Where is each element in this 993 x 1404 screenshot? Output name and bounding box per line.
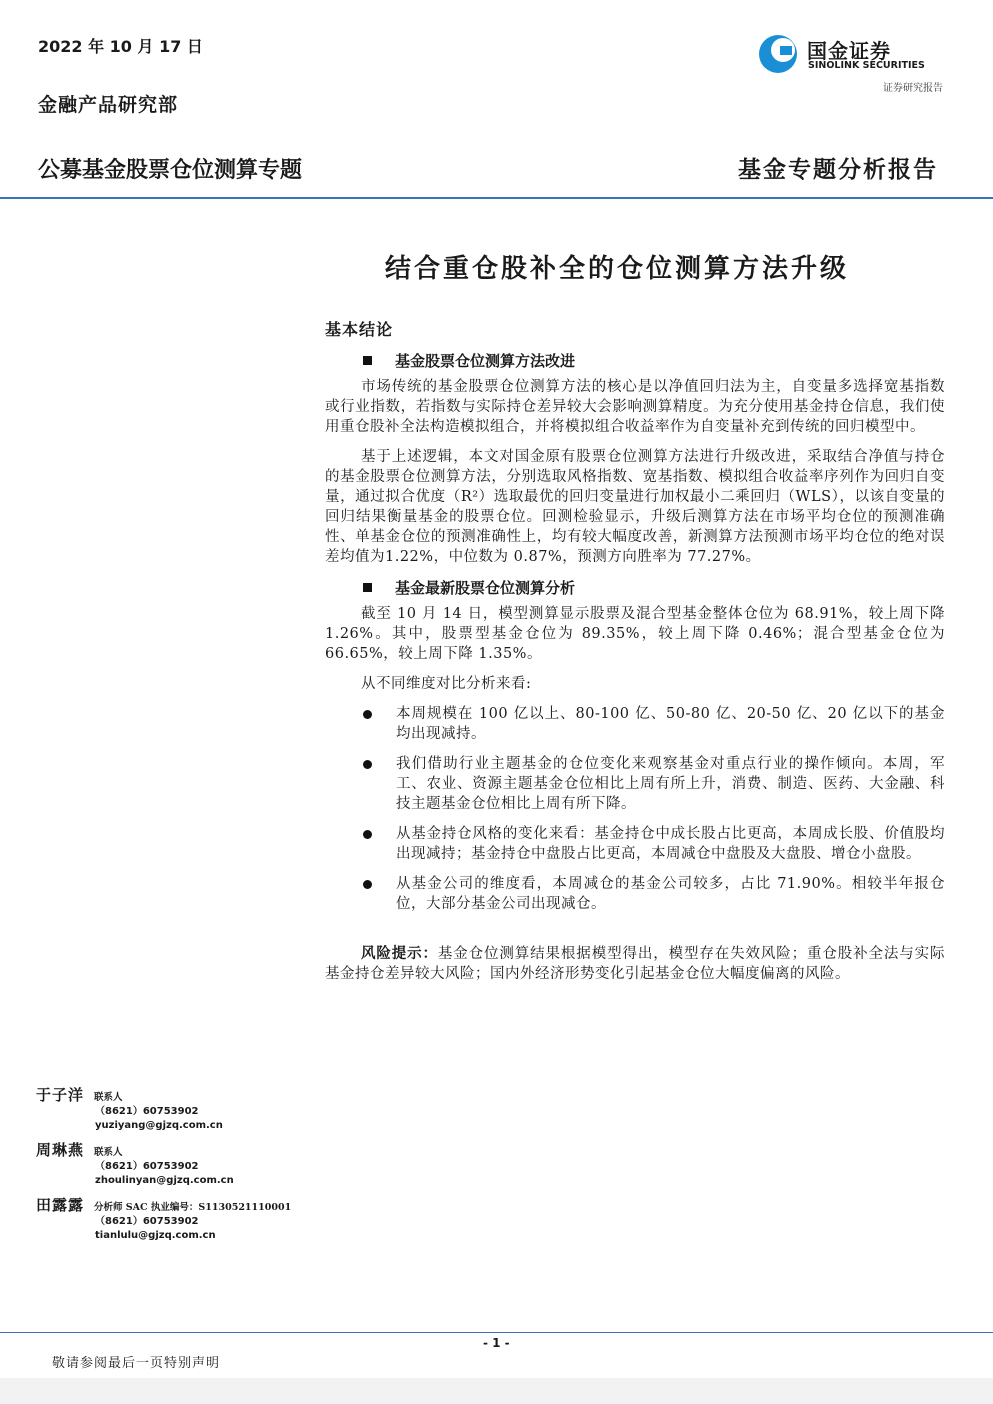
bottom-band <box>0 1378 993 1404</box>
contact-name: 田露露 <box>36 1196 85 1214</box>
contact-role: 联系人 <box>94 1092 123 1103</box>
page-number: - 1 - <box>483 1336 510 1350</box>
list-item-text: 从基金公司的维度看，本周减仓的基金公司较多，占比 71.90%。相较半年报仓位，大部分基金公司出现减仓。 <box>396 876 945 912</box>
list-item <box>361 704 945 744</box>
list-item-text: 从基金持仓风格的变化来看：基金持仓中成长股占比更高，本周成长股、价值股均出现减持；基金持仓中盘股占比更高，本周减仓中盘股及大盘股、增仓小盘股。 <box>396 826 945 862</box>
contact-card <box>36 1084 316 1133</box>
contact-role: 联系人 <box>94 1147 123 1158</box>
footer-divider <box>0 1332 993 1333</box>
bullet-dot-icon <box>363 710 372 719</box>
contacts-panel <box>36 1084 316 1249</box>
main-title: 结合重仓股补全的仓位测算方法升级 <box>385 254 850 284</box>
risk-label: 风险提示： <box>361 945 438 962</box>
risk-text: 基金仓位测算结果根据模型得出，模型存在失效风险；重仓股补全法与实际基金持仓差异较大风险；国内外经济形势变化引起基金仓位大幅度偏离的风险。 <box>325 946 946 982</box>
contact-email[interactable]: yuziyang@gjzq.com.cn <box>95 1120 223 1131</box>
contact-email[interactable]: tianlulu@gjzq.com.cn <box>95 1230 216 1241</box>
bullet-dot-icon <box>363 760 372 769</box>
list-item <box>361 874 945 914</box>
analysis-intro: 从不同维度对比分析来看: <box>361 676 532 692</box>
contact-email[interactable]: zhoulinyan@gjzq.com.cn <box>95 1175 234 1186</box>
paragraph: 市场传统的基金股票仓位测算方法的核心是以净值回归法为主，自变量多选择宽基指数或行业指数，若指数与实际持仓差异较大会影响测算精度。为充分使用基金持仓信息，我们使用重仓股补全法构造模拟组合，并将模拟组合收益率作为自变量补充到传统的回归模型中。 <box>325 379 945 435</box>
subsection-heading-text: 基金股票仓位测算方法改进 <box>395 352 576 370</box>
header-divider <box>0 197 993 199</box>
contact-phone: （8621）60753902 <box>95 1216 199 1227</box>
department-name: 金融产品研究部 <box>38 94 179 116</box>
report-type: 基金专题分析报告 <box>738 156 938 183</box>
logo-name-en: SINOLINK SECURITIES <box>808 60 925 71</box>
paragraph: 基于上述逻辑，本文对国金原有股票仓位测算方法进行升级改进，采取结合净值与持仓的基金股票仓位测算方法，分别选取风格指数、宽基指数、模拟组合收益率序列作为回归自变量，通过拟合优度（R²）选取最优的回归变量进行加权最小二乘回归（WLS），以该自变量的回归结果衡量基金的股票仓位。回测检验显示，升级后测算方法在市场平均仓位的预测准确性、单基金仓位的预测准确性上，均有较大幅度改善，新测算方法预测市场平均仓位的绝对误差均值为1.22%，中位数为 0.87%，预测方向胜率为 77.27%。 <box>325 449 945 565</box>
report-category-label: 证券研究报告 <box>883 83 943 94</box>
section-title: 基本结论 <box>325 320 394 339</box>
contact-card <box>36 1139 316 1188</box>
footer-disclaimer: 敬请参阅最后一页特别声明 <box>52 1356 221 1371</box>
list-item-text: 本周规模在 100 亿以上、80-100 亿、50-80 亿、20-50 亿、20 亿以下的基金均出现减持。 <box>396 706 945 742</box>
list-item <box>361 824 945 864</box>
bullet-dot-icon <box>363 830 372 839</box>
bullet-dot-icon <box>363 880 372 889</box>
subsection-heading <box>363 350 945 371</box>
square-bullet-icon <box>363 356 372 365</box>
contact-role: 分析师 SAC 执业编号：S1130521110001 <box>94 1202 292 1213</box>
list-item <box>361 754 945 814</box>
contact-phone: （8621）60753902 <box>95 1161 199 1172</box>
contact-name: 周琳燕 <box>36 1141 85 1159</box>
paragraph: 截至 10 月 14 日，模型测算显示股票及混合型基金整体仓位为 68.91%，较上周下降 1.26%。其中，股票型基金仓位为 89.35%，较上周下降 0.46%；混合型基金仓位为 66.65%，较上周下降 1.35%。 <box>325 606 945 662</box>
square-bullet-icon <box>363 583 372 592</box>
logo-name-cn: 国金证券 <box>807 39 891 63</box>
contact-card <box>36 1194 316 1243</box>
report-topic: 公募基金股票仓位测算专题 <box>38 158 303 183</box>
report-body <box>325 317 945 999</box>
list-item-text: 我们借助行业主题基金的仓位变化来观察基金对重点行业的操作倾向。本周，军工、农业、资源主题基金仓位相比上周有所上升，消费、制造、医药、大金融、科技主题基金仓位相比上周有所下降。 <box>396 756 945 812</box>
contact-phone: （8621）60753902 <box>95 1106 199 1117</box>
report-date: 2022 年 10 月 17 日 <box>38 37 203 56</box>
risk-warning <box>325 944 945 984</box>
subsection-heading <box>363 577 945 598</box>
contact-name: 于子洋 <box>36 1086 85 1104</box>
subsection-heading-text: 基金最新股票仓位测算分析 <box>395 579 576 597</box>
